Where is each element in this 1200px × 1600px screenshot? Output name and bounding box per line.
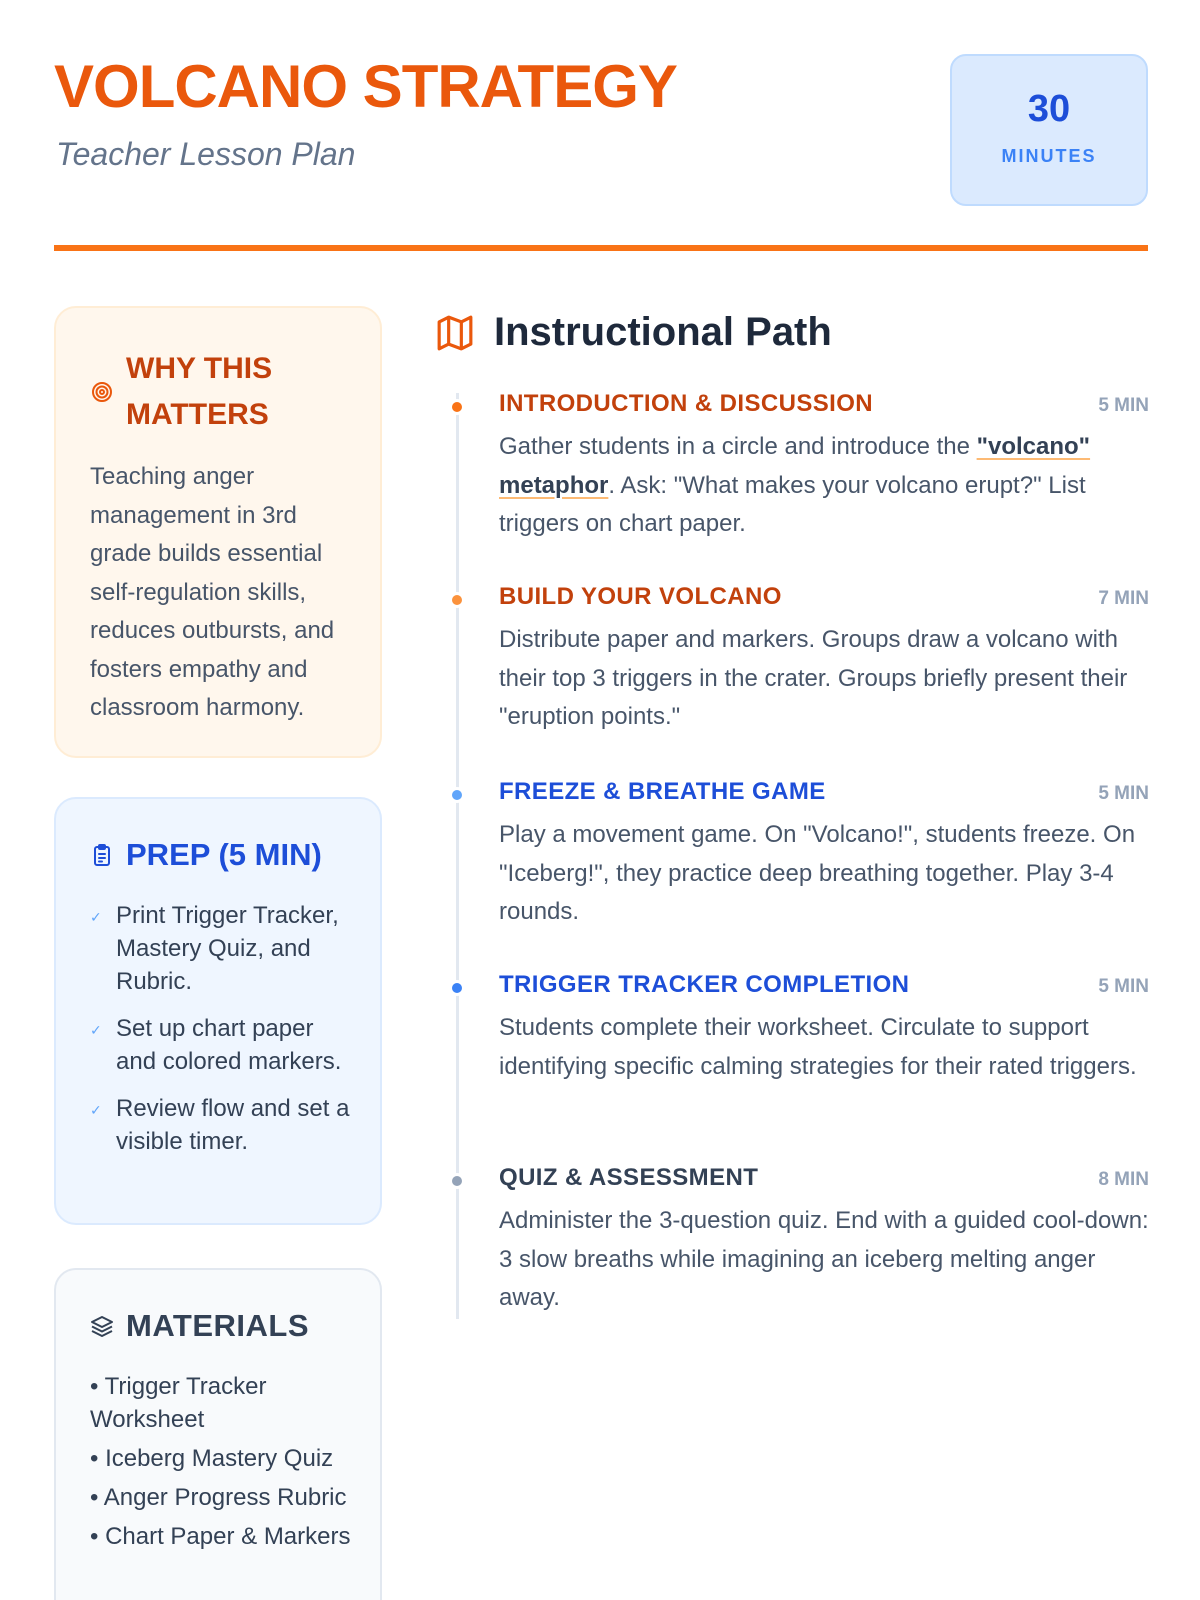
- step-title: BUILD YOUR VOLCANO: [499, 583, 782, 610]
- why-title: WHY THIS MATTERS: [126, 352, 273, 431]
- step-dot: [449, 592, 465, 608]
- step-title: TRIGGER TRACKER COMPLETION: [499, 971, 910, 998]
- materials-item: • Iceberg Mastery Quiz: [90, 1445, 334, 1472]
- prep-item-text: Set up chart paper and colored markers.: [116, 1015, 342, 1075]
- step-duration: 5 MIN: [1098, 976, 1149, 997]
- why-header: [90, 346, 316, 438]
- prep-list: [90, 899, 360, 1172]
- clipboard-icon: [90, 843, 114, 867]
- step-duration: 5 MIN: [1098, 783, 1149, 804]
- check-icon: ✓: [90, 1102, 102, 1118]
- duration-label: MINUTES: [1001, 146, 1097, 166]
- step-body: Students complete their worksheet. Circulate to support identifying specific calming strategies for their rated triggers.: [499, 1014, 1137, 1080]
- materials-card: [54, 1268, 382, 1600]
- step-header: [499, 778, 1149, 806]
- step-dot: [449, 399, 465, 415]
- page-subtitle: Teacher Lesson Plan: [56, 136, 356, 172]
- step-dot: [449, 1173, 465, 1189]
- duration-value: 30: [1027, 88, 1071, 130]
- step-dot: [449, 980, 465, 996]
- step-body-text: . Ask: "What makes your volcano erupt?" List triggers on chart paper.: [499, 471, 1086, 537]
- prep-item-text: Review flow and set a visible timer.: [116, 1095, 350, 1155]
- materials-title: MATERIALS: [126, 1308, 310, 1343]
- page-title: VOLCANO STRATEGY: [54, 53, 677, 120]
- prep-item: [90, 1012, 360, 1078]
- prep-item: [90, 1092, 360, 1158]
- highlight-term: "volcano" metaphor: [499, 433, 1091, 499]
- step-header: [499, 390, 1149, 418]
- step-title: FREEZE & BREATHE GAME: [499, 778, 826, 805]
- step-body: Administer the 3-question quiz. End with a guided cool-down: 3 slow breaths while imagining an iceberg melting anger away.: [499, 1207, 1149, 1311]
- step-header: [499, 583, 1149, 611]
- why-text: Teaching anger management in 3rd grade builds essential self-regulation skills, reduces outbursts, and fosters empathy and classroom harmony.: [90, 463, 335, 721]
- step-body: [499, 428, 1149, 544]
- layers-icon: [90, 1314, 114, 1338]
- target-icon: [90, 380, 114, 404]
- prep-item: [90, 899, 360, 998]
- step-header: [499, 971, 1149, 999]
- step-body: Distribute paper and markers. Groups draw a volcano with their top 3 triggers in the crater. Groups briefly present their "eruption points.": [499, 626, 1128, 730]
- prep-header: [90, 835, 322, 875]
- map-icon: [436, 314, 474, 352]
- step-title: QUIZ & ASSESSMENT: [499, 1164, 759, 1191]
- step-duration: 8 MIN: [1098, 1169, 1149, 1190]
- step-header: [499, 1164, 1149, 1192]
- step-body: Play a movement game. On "Volcano!", students freeze. On "Iceberg!", they practice deep breathing together. Play 3-4 rounds.: [499, 821, 1136, 925]
- materials-item: • Anger Progress Rubric: [90, 1484, 347, 1511]
- path-header: [436, 310, 832, 355]
- prep-title: PREP (5 MIN): [126, 837, 322, 872]
- duration-badge: [950, 54, 1148, 206]
- path-title: Instructional Path: [494, 310, 832, 354]
- prep-card: [54, 797, 382, 1225]
- check-icon: ✓: [90, 1022, 102, 1038]
- prep-item-text: Print Trigger Tracker, Mastery Quiz, and Rubric.: [116, 902, 339, 995]
- step-body-text: Gather students in a circle and introduce the: [499, 433, 977, 460]
- materials-item: • Chart Paper & Markers: [90, 1523, 351, 1550]
- step-dot: [449, 787, 465, 803]
- header-divider: [54, 245, 1148, 251]
- step-title: INTRODUCTION & DISCUSSION: [499, 390, 874, 417]
- materials-header: [90, 1306, 309, 1346]
- step-duration: 5 MIN: [1098, 395, 1149, 416]
- page-header: [54, 52, 1148, 252]
- materials-list: [90, 1370, 360, 1559]
- check-icon: ✓: [90, 909, 102, 925]
- why-card: [54, 306, 382, 758]
- step-duration: 7 MIN: [1098, 588, 1149, 609]
- materials-item: • Trigger Tracker Worksheet: [90, 1373, 267, 1433]
